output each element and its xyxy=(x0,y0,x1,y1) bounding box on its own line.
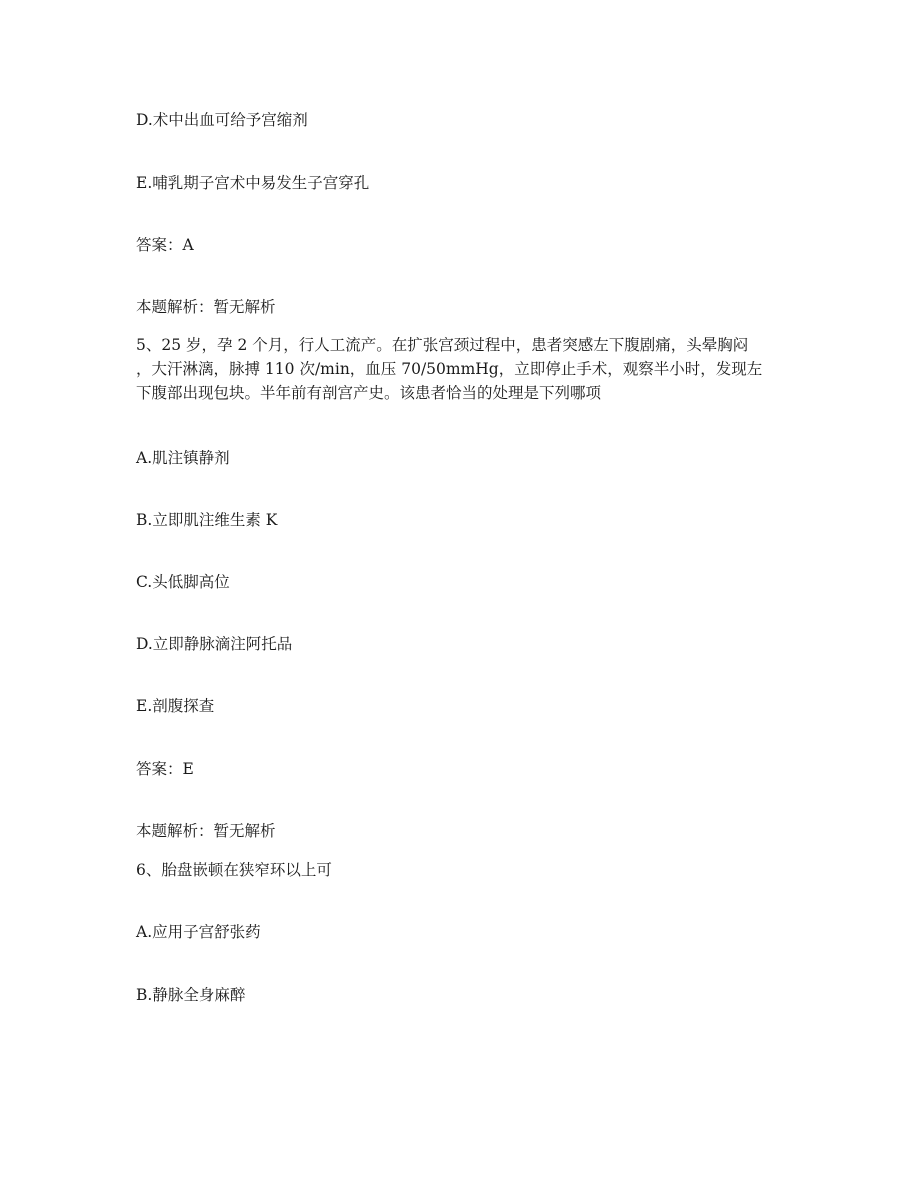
q5-answer: 答案：E xyxy=(136,760,194,778)
q5-analysis: 本题解析：暂无解析 xyxy=(136,822,276,840)
q5-option-a: A.肌注镇静剂 xyxy=(136,449,230,467)
q5-option-e: E.剖腹探查 xyxy=(136,697,215,715)
q6-option-b: B.静脉全身麻醉 xyxy=(136,986,246,1004)
q5-stem-line-1: 5、25 岁，孕 2 个月，行人工流产。在扩张宫颈过程中，患者突感左下腹剧痛，头晕胸闷 xyxy=(136,336,749,354)
q5-stem xyxy=(136,333,786,405)
q4-analysis: 本题解析：暂无解析 xyxy=(136,298,276,316)
q4-option-d: D.术中出血可给予宫缩剂 xyxy=(136,111,308,129)
q5-stem-line-3: 下腹部出现包块。半年前有剖宫产史。该患者恰当的处理是下列哪项 xyxy=(136,384,602,402)
q5-option-c: C.头低脚高位 xyxy=(136,573,230,591)
q5-stem-line-2: ，大汗淋漓，脉搏 110 次/min，血压 70/50mmHg，立即停止手术，观察半小时，发现左 xyxy=(136,360,763,378)
q5-option-d: D.立即静脉滴注阿托品 xyxy=(136,635,293,653)
q6-stem: 6、胎盘嵌顿在狭窄环以上可 xyxy=(136,861,332,879)
q4-answer: 答案：A xyxy=(136,236,194,254)
q4-option-e: E.哺乳期子宫术中易发生子宫穿孔 xyxy=(136,174,370,192)
q5-option-b: B.立即肌注维生素 K xyxy=(136,511,278,529)
q6-option-a: A.应用子宫舒张药 xyxy=(136,923,261,941)
